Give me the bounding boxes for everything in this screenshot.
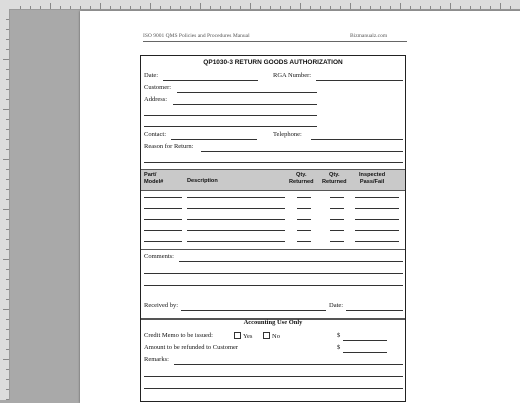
table-cell-line[interactable] (355, 230, 399, 231)
table-cell-line[interactable] (297, 219, 311, 220)
ruler-tick (70, 6, 71, 9)
address-label: Address: (144, 96, 168, 103)
ruler-tick (280, 6, 281, 9)
ruler-tick (3, 359, 9, 360)
remarks-field-3[interactable] (144, 388, 403, 389)
ruler-tick (400, 3, 401, 9)
header-left-text: ISO 9001 QMS Policies and Procedures Manual (143, 33, 250, 39)
refund-dollar-sign: $ (337, 344, 341, 351)
table-cell-line[interactable] (144, 219, 182, 220)
table-cell-line[interactable] (355, 219, 399, 220)
ruler-tick (260, 6, 261, 9)
ruler-tick (6, 329, 9, 330)
ruler-tick (6, 129, 9, 130)
document-page (80, 11, 520, 403)
ruler-tick (6, 119, 9, 120)
table-cell-line[interactable] (355, 197, 399, 198)
ruler-tick (490, 6, 491, 9)
ruler-tick (6, 379, 9, 380)
ruler-tick (6, 79, 9, 80)
rga-number-field[interactable] (316, 80, 403, 81)
ruler-tick (3, 309, 9, 310)
ruler-tick (340, 6, 341, 9)
table-cell-line[interactable] (330, 208, 344, 209)
no-checkbox[interactable] (263, 332, 270, 339)
ruler-tick (6, 289, 9, 290)
credit-no-option[interactable]: No (263, 332, 280, 340)
ruler-tick (60, 6, 61, 9)
refund-amount-label: Amount to be refunded to Customer (144, 344, 239, 351)
remarks-field-2[interactable] (144, 376, 403, 377)
ruler-tick (6, 279, 9, 280)
ruler-tick (6, 369, 9, 370)
ruler-tick (3, 209, 9, 210)
ruler-tick (30, 6, 31, 9)
ruler-tick (240, 6, 241, 9)
date-field[interactable] (163, 80, 258, 81)
refund-amount-field[interactable] (343, 352, 387, 353)
ruler-tick (6, 339, 9, 340)
ruler-tick (6, 239, 9, 240)
received-date-label: Date: (329, 302, 344, 309)
ruler-tick (6, 99, 9, 100)
ruler-tick (140, 6, 141, 9)
ruler-tick (100, 3, 101, 9)
ruler-tick (6, 19, 9, 20)
table-cell-line[interactable] (355, 208, 399, 209)
ruler-tick (410, 6, 411, 9)
ruler-tick (150, 3, 151, 9)
credit-yes-option[interactable]: Yes (234, 332, 252, 340)
ruler-tick (6, 199, 9, 200)
col-qty-returned-2: Qty. Returned (322, 172, 347, 185)
address-field-2[interactable] (144, 115, 317, 116)
contact-label: Contact: (144, 131, 167, 138)
table-bottom-border (141, 249, 405, 250)
ruler-tick (290, 6, 291, 9)
ruler-tick (330, 6, 331, 9)
ruler-tick (200, 3, 201, 9)
ruler-tick (6, 269, 9, 270)
ruler-tick (430, 6, 431, 9)
ruler-tick (390, 6, 391, 9)
rga-form (140, 55, 406, 402)
ruler-tick (270, 6, 271, 9)
table-cell-line[interactable] (144, 230, 182, 231)
ruler-tick (220, 6, 221, 9)
comments-field-2[interactable] (144, 273, 403, 274)
ruler-tick (170, 6, 171, 9)
credit-dollar-sign: $ (337, 332, 341, 339)
comments-label: Comments: (144, 253, 174, 260)
ruler-tick (300, 3, 301, 9)
ruler-tick (320, 6, 321, 9)
table-cell-line[interactable] (297, 241, 311, 242)
comments-field-1[interactable] (179, 261, 403, 262)
table-cell-line[interactable] (330, 241, 344, 242)
horizontal-ruler (0, 0, 520, 10)
ruler-tick (6, 169, 9, 170)
ruler-tick (3, 159, 9, 160)
reason-label: Reason for Return: (144, 143, 194, 150)
ruler-tick (420, 6, 421, 9)
rga-number-label: RGA Number: (273, 72, 312, 79)
header-right-text: Bizmanualz.com (350, 33, 388, 39)
ruler-tick (6, 89, 9, 90)
ruler-tick (470, 6, 471, 9)
col-description: Description (187, 178, 218, 184)
ruler-tick (6, 149, 9, 150)
col-qty-returned: Qty. Returned (289, 172, 314, 185)
received-by-label: Received by: (144, 302, 179, 309)
table-cell-line[interactable] (187, 197, 285, 198)
ruler-tick (130, 6, 131, 9)
ruler-tick (380, 6, 381, 9)
table-cell-line[interactable] (187, 219, 285, 220)
ruler-tick (6, 69, 9, 70)
ruler-tick (6, 319, 9, 320)
ruler-tick (450, 3, 451, 9)
ruler-tick (6, 299, 9, 300)
ruler-tick (210, 6, 211, 9)
ruler-tick (370, 6, 371, 9)
ruler-tick (190, 6, 191, 9)
reason-field-1[interactable] (201, 151, 403, 152)
table-cell-line[interactable] (144, 208, 182, 209)
table-cell-line[interactable] (330, 219, 344, 220)
table-cell-line[interactable] (144, 241, 182, 242)
ruler-tick (230, 6, 231, 9)
address-field-3[interactable] (144, 126, 317, 127)
ruler-tick (40, 6, 41, 9)
credit-memo-label: Credit Memo to be issued: (144, 332, 213, 339)
ruler-tick (3, 259, 9, 260)
ruler-tick (6, 139, 9, 140)
ruler-tick (6, 349, 9, 350)
ruler-tick (50, 3, 51, 9)
ruler-tick (250, 3, 251, 9)
customer-field[interactable] (177, 92, 317, 93)
date-label: Date: (144, 72, 159, 79)
customer-label: Customer: (144, 84, 172, 91)
received-by-field[interactable] (181, 310, 326, 311)
ruler-tick (20, 6, 21, 9)
comments-field-3[interactable] (144, 285, 403, 286)
contact-field[interactable] (171, 139, 257, 140)
telephone-label: Telephone: (273, 131, 302, 138)
remarks-label: Remarks: (144, 356, 169, 363)
ruler-tick (500, 3, 501, 9)
form-title: QP1030-3 RETURN GOODS AUTHORIZATION (203, 59, 343, 66)
table-cell-line[interactable] (187, 241, 285, 242)
ruler-tick (6, 389, 9, 390)
table-cell-line[interactable] (144, 197, 182, 198)
address-field-1[interactable] (173, 104, 317, 105)
table-cell-line[interactable] (355, 241, 399, 242)
credit-amount-field[interactable] (343, 340, 387, 341)
ruler-tick (160, 6, 161, 9)
table-cell-line[interactable] (330, 197, 344, 198)
ruler-tick (6, 29, 9, 30)
table-cell-line[interactable] (187, 208, 285, 209)
ruler-tick (6, 39, 9, 40)
ruler-tick (6, 179, 9, 180)
ruler-tick (6, 49, 9, 50)
ruler-tick (3, 59, 9, 60)
ruler-tick (120, 6, 121, 9)
table-cell-line[interactable] (330, 230, 344, 231)
received-date-field[interactable] (346, 310, 403, 311)
ruler-tick (310, 6, 311, 9)
ruler-tick (80, 6, 81, 9)
table-cell-line[interactable] (297, 230, 311, 231)
telephone-field[interactable] (311, 139, 403, 140)
col-part-model: Part/ Model# (144, 172, 164, 185)
items-table-header (141, 169, 405, 191)
table-cell-line[interactable] (187, 230, 285, 231)
ruler-tick (480, 6, 481, 9)
col-inspected: Inspected Pass/Fail (359, 172, 386, 185)
reason-field-2[interactable] (144, 162, 403, 163)
ruler-tick (6, 219, 9, 220)
ruler-tick (6, 229, 9, 230)
ruler-tick (510, 6, 511, 9)
header-divider (143, 41, 407, 42)
remarks-field-1[interactable] (174, 364, 403, 365)
ruler-tick (90, 6, 91, 9)
ruler-tick (350, 3, 351, 9)
ruler-tick (6, 189, 9, 190)
ruler-tick (360, 6, 361, 9)
vertical-ruler (0, 9, 10, 400)
ruler-tick (180, 6, 181, 9)
ruler-tick (110, 6, 111, 9)
ruler-tick (460, 6, 461, 9)
table-cell-line[interactable] (297, 197, 311, 198)
yes-checkbox[interactable] (234, 332, 241, 339)
ruler-tick (3, 109, 9, 110)
accounting-title: Accounting Use Only (243, 319, 303, 326)
table-cell-line[interactable] (297, 208, 311, 209)
ruler-tick (440, 6, 441, 9)
ruler-tick (6, 249, 9, 250)
